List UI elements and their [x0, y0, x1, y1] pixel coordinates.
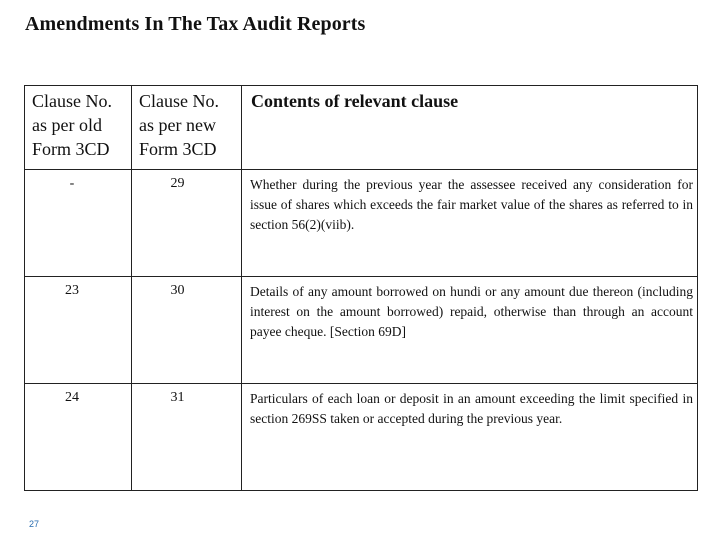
old-clause-cell: 24 — [25, 384, 132, 491]
table-row — [25, 170, 698, 277]
table-header-row — [25, 86, 698, 170]
new-clause-cell: 29 — [132, 170, 242, 277]
content-cell: Particulars of each loan or deposit in an amount exceeding the limit specified in section 269SS taken or accepted during the previous year. — [242, 384, 698, 491]
header-new-clause: Clause No. as per new Form 3CD — [132, 86, 242, 170]
content-cell: Details of any amount borrowed on hundi or any amount due thereon (including interest on the amount borrowed) repaid, otherwise than through an account payee cheque. [Section 69D] — [242, 277, 698, 384]
header-old-clause: Clause No. as per old Form 3CD — [25, 86, 132, 170]
content-cell: Whether during the previous year the assessee received any consideration for issue of shares which exceeds the fair market value of the shares as referred to in section 56(2)(viib). — [242, 170, 698, 277]
table-row — [25, 384, 698, 491]
old-clause-cell: 23 — [25, 277, 132, 384]
table-row — [25, 277, 698, 384]
new-clause-cell: 31 — [132, 384, 242, 491]
new-clause-cell: 30 — [132, 277, 242, 384]
page-number: 27 — [29, 519, 40, 529]
old-clause-cell: - — [25, 170, 132, 277]
page-title: Amendments In The Tax Audit Reports — [25, 13, 366, 35]
header-contents: Contents of relevant clause — [242, 86, 698, 170]
amendments-table — [24, 85, 698, 491]
